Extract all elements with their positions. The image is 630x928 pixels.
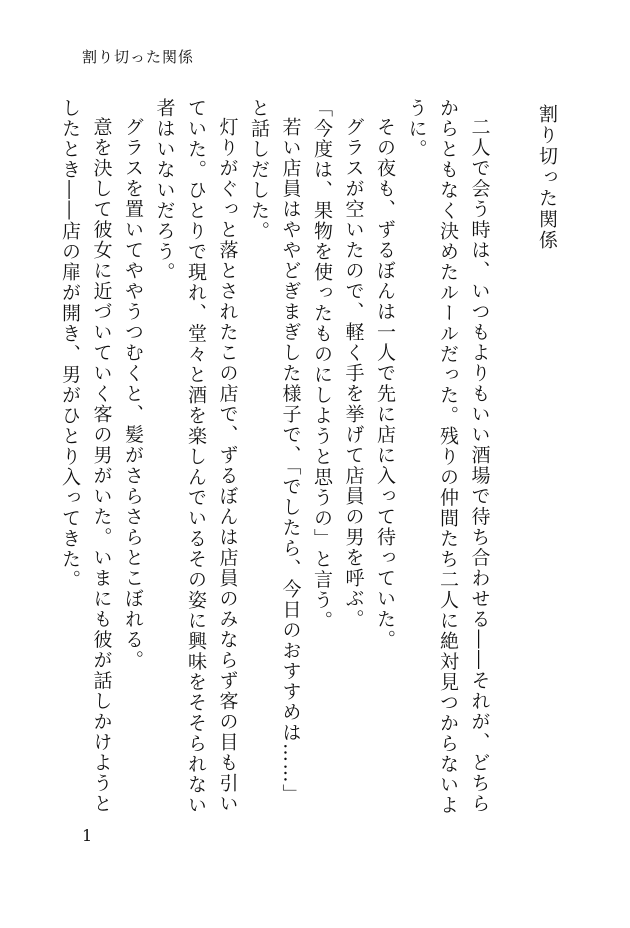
paragraph: その夜も、ずるぼんは一人で先に店に入って待っていた。	[374, 117, 396, 650]
chapter-title: 割り切った関係	[536, 104, 558, 251]
paragraph: 意を決して彼女に近づいていく客の男がいた。いまにも彼が話しかけようとしたとき――店の扉が開き、男がひとり入ってきた。	[59, 98, 113, 814]
paragraph: 「今度は、果物を使ったものにしようと思うの」と言う。	[311, 98, 333, 631]
paragraph: 若い店員はややどぎまぎした様子で、「でしたら、今日のおすすめは……」と話しだした。	[248, 98, 302, 805]
page-number: 1	[82, 826, 93, 845]
paragraph: グラスが空いたので、軽く手を挙げて店員の男を呼ぶ。	[342, 117, 365, 630]
paragraph: グラスを置いてややうつむくと、髪がさらさらとこぼれる。	[122, 117, 144, 671]
running-head: 割り切った関係	[82, 48, 195, 66]
paragraph: 二人で会う時は、いつもよりもいい酒場で待ち合わせる――それが、どちらからともなく決めたルールだった。残りの仲間たち二人に絶対見つからないように。	[405, 98, 491, 816]
paragraph: 灯りがぐっと落とされたこの店で、ずるぼんは店員のみならず客の目も引いていた。ひとりで現れ、堂々と酒を楽しんでいるその姿に興味をそそられない者はいないだろう。	[153, 98, 239, 816]
body-text	[59, 98, 562, 818]
